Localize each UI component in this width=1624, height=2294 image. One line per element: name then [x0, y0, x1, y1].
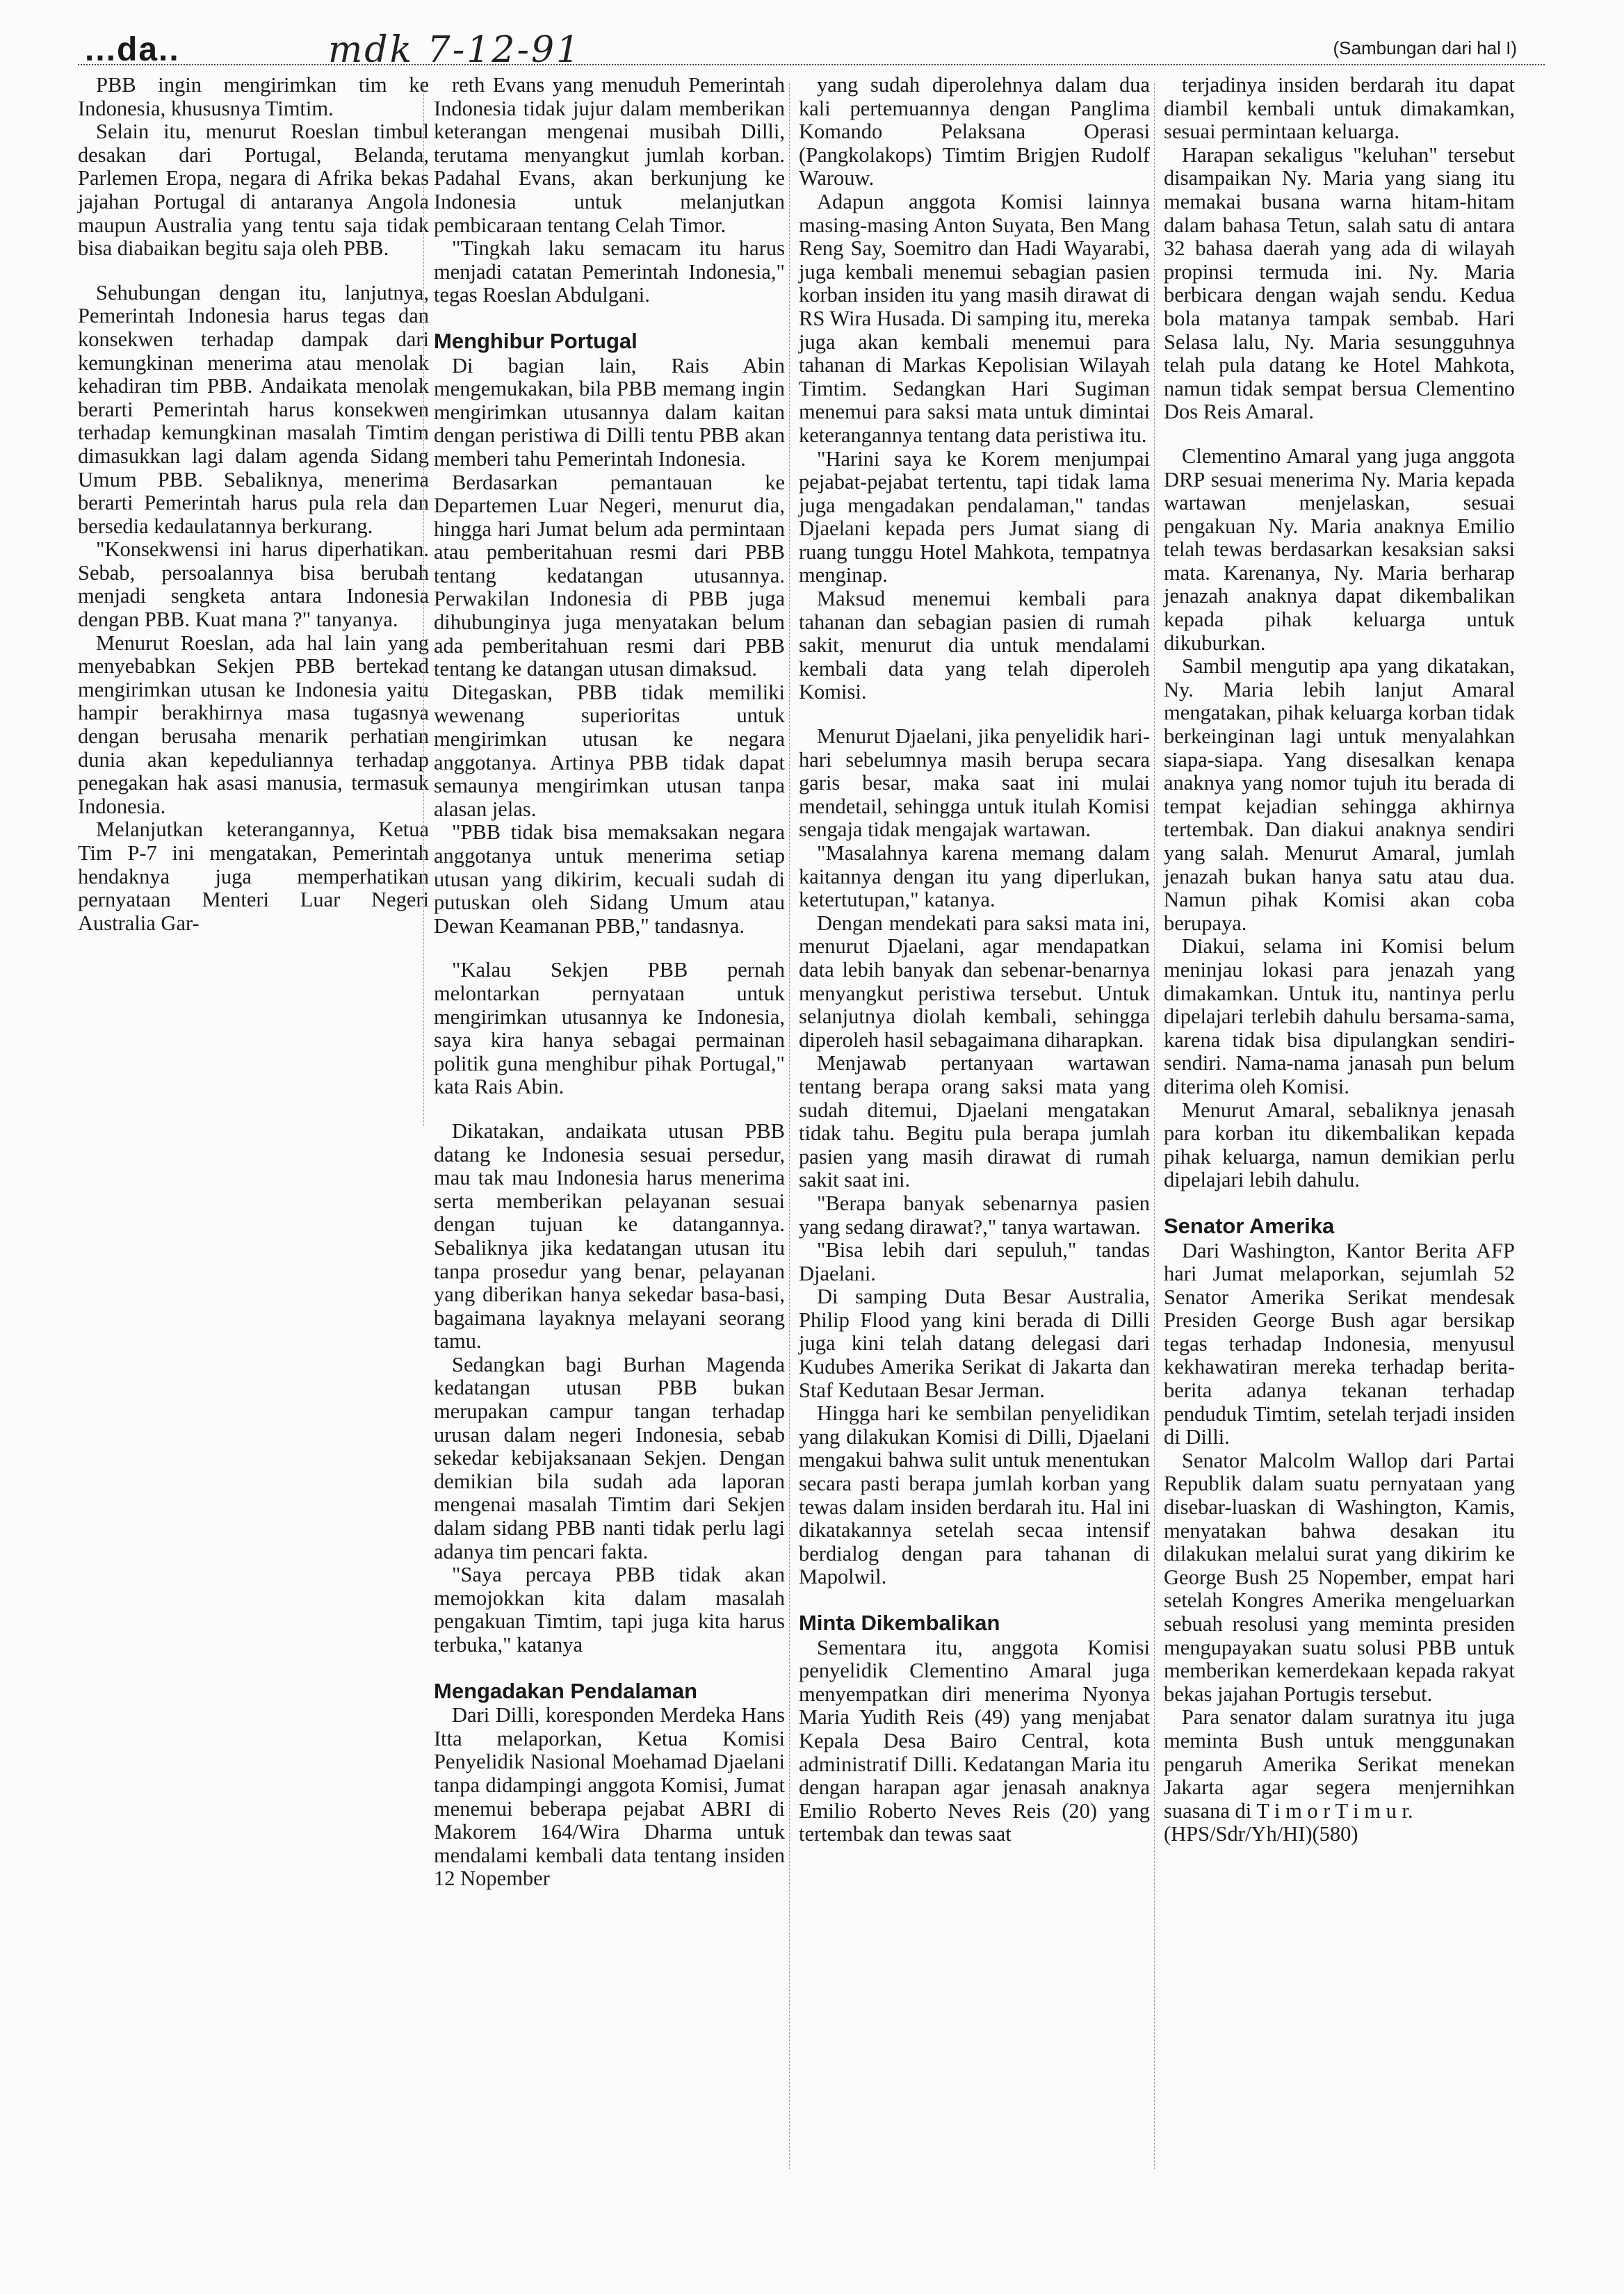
article-column-1 [78, 74, 429, 935]
article-paragraph: "Konsekwensi ini harus diperhatikan. Sebab, persoalannya bisa berubah menjadi sengketa antara Indonesia dengan PBB. Kuat mana ?" tanyanya. [78, 537, 429, 632]
article-paragraph: Sehubungan dengan itu, lanjutnya, Pemerintah Indonesia harus tegas dan konsekwen terhadap dampak dari kemungkinan menerima atau menolak kehadiran tim PBB. Andaikata menolak berarti Pemerintah harus konsekwen terhadap kemungkinan masalah Timtim dimasukkan lagi dalam agenda Sidang Umum PBB. Sebaliknya, menerima berarti Pemerintah harus pula rela dan bersedia kedaulatannya berkurang. [78, 280, 429, 538]
article-paragraph: Menjawab pertanyaan wartawan tentang berapa orang saksi mata yang sudah ditemui, Djaelani mengatakan tidak tahu. Begitu pula berapa jumlah pasien yang masih dirawat di rumah sakit saat ini. [799, 1051, 1150, 1192]
article-paragraph: Melanjutkan keterangannya, Ketua Tim P-7 ini mengatakan, Pemerintah hendaknya juga memperhatikan pernyataan Menteri Luar Negeri Australia Gar- [78, 817, 429, 935]
article-paragraph: Sambil mengutip apa yang dikatakan, Ny. Maria lebih lanjut Amaral mengatakan, pihak keluarga korban tidak berkeinginan lagi untuk menyalahkan siapa-siapa. Yang disesalkan kenapa anaknya yang nomor tujuh itu berada di tempat kejadian sehingga akhirnya tertembak. Dan diakui anaknya sendiri yang salah. Menurut Amaral, jumlah jenazah bukan hanya satu atau dua. Namun pihak Komisi akan coba berupaya. [1164, 654, 1515, 935]
article-paragraph: Para senator dalam suratnya itu juga meminta Bush untuk menggunakan pengaruh Amerika Serikat menekan Jakarta agar segera menjernihkan suasana di T i m o r T i m u r. [1164, 1705, 1515, 1823]
article-paragraph: Berdasarkan pemantauan ke Departemen Luar Negeri, menurut dia, hingga hari Jumat belum ada permintaan atau pemberitahuan resmi dari PBB tentang kedatangan utusannya. Perwakilan Indonesia di PBB juga dihubunginya juga menyatakan belum ada pemberitahuan resmi dari PBB tentang ke datangan utusan dimaksud. [434, 470, 785, 681]
article-paragraph: "Bisa lebih dari sepuluh," tandas Djaelani. [799, 1238, 1150, 1285]
article-paragraph: Clementino Amaral yang juga anggota DRP sesuai menerima Ny. Maria kepada wartawan menjelaskan, sesuai pengakuan Ny. Maria anaknya Emilio telah tewas berdasarkan kesaksian saksi mata. Karenanya, Ny. Maria berharap jenazah anaknya dapat dikembalikan kepada pihak keluarga untuk dikuburkan. [1164, 444, 1515, 655]
article-column-3 [799, 74, 1150, 1846]
article-paragraph: Menurut Roeslan, ada hal lain yang menyebabkan Sekjen PBB bertekad mengirimkan utusan ke Indonesia yaitu hampir berakhirnya masa tugasnya dengan berusaha menarik perhatian dunia akan kepeduliannya terhadap penegakan hak asasi manusia, termasuk Indonesia. [78, 631, 429, 818]
article-paragraph: yang sudah diperolehnya dalam dua kali pertemuannya dengan Panglima Komando Pelaksana Operasi (Pangkolakops) Timtim Brigjen Rudolf Warouw. [799, 73, 1150, 190]
article-paragraph: Diakui, selama ini Komisi belum meninjau lokasi para jenazah yang dimakamkan. Untuk itu, nantinya perlu dipelajari terlebih dahulu bersama-sama, karena tidak bisa dipulangkan sendiri-sendiri. Nama-nama janasah pun belum diterima oleh Komisi. [1164, 934, 1515, 1098]
article-paragraph: "Kalau Sekjen PBB pernah melontarkan pernyataan untuk mengirimkan utusannya ke Indonesia, saya kira hanya sebagai permainan politik guna menghibur pihak Portugal," kata Rais Abin. [434, 958, 785, 1099]
article-paragraph: Sedangkan bagi Burhan Magenda kedatangan utusan PBB bukan merupakan campur tangan terhadap urusan dalam negeri Indonesia, sebab sekedar kebijaksanaan Sekjen. Dengan demikian bila sudah ada laporan mengenai masalah Timtim dari Sekjen dalam sidang PBB nanti tidak perlu lagi adanya tim pencari fakta. [434, 1352, 785, 1563]
section-heading: Minta Dikembalikan [799, 1611, 1000, 1635]
article-paragraph: "PBB tidak bisa memaksakan negara anggotanya untuk menerima setiap utusan yang dikirim, kecuali sudah di putuskan oleh Sidang Umum atau Dewan Keamanan PBB," tandasnya. [434, 820, 785, 938]
article-paragraph: Ditegaskan, PBB tidak memiliki wewenang superioritas untuk mengirimkan utusan ke negara anggotanya. Artinya PBB tidak dapat semaunya mengirimkan utusan tanpa alasan jelas. [434, 680, 785, 821]
article-paragraph: "Harini saya ke Korem menjumpai pejabat-pejabat tertentu, tapi tidak lama juga mengadakan pendalaman," tandas Djaelani kepada pers Jumat siang di ruang tunggu Hotel Mahkota, tempatnya menginap. [799, 446, 1150, 587]
article-paragraph: Harapan sekaligus "keluhan" tersebut disampaikan Ny. Maria yang siang itu memakai busana warna hitam-hitam dalam bahasa Tetun, salah satu di antara 32 bahasa daerah yang ada di wilayah propinsi termuda ini. Ny. Maria berbicara dengan wajah sendu. Kedua bola matanya tampak sembab. Hari Selasa lalu, Ny. Maria sesungguhnya telah pula datang ke Hotel Mahkota, namun tidak sempat bersua Clementino Dos Reis Amaral. [1164, 143, 1515, 424]
article-paragraph: Di bagian lain, Rais Abin mengemukakan, bila PBB memang ingin mengirimkan utusannya dalam kaitan dengan peristiwa di Dilli tentu PBB akan memberi tahu Pemerintah Indonesia. [434, 353, 785, 471]
masthead: ...da.. [85, 31, 180, 68]
article-paragraph: reth Evans yang menuduh Pemerintah Indonesia tidak jujur dalam memberikan keterangan mengenai musibah Dilli, terutama menyangkut jumlah korban. Padahal Evans, akan berkunjung ke Indonesia untuk melanjutkan pembicaraan tentang Celah Timor. [434, 73, 785, 237]
article-paragraph: Hingga hari ke sembilan penyelidikan yang dilakukan Komisi di Dilli, Djaelani mengakui bahwa sulit untuk menentukan secara pasti berapa jumlah korban yang tewas dalam insiden berdarah itu. Hal ini dikatakannya setelah secaa intensif berdialog dengan para tahanan di Mapolwil. [799, 1401, 1150, 1589]
article-paragraph: PBB ingin mengirimkan tim ke Indonesia, khususnya Timtim. [78, 73, 429, 120]
article-paragraph: Selain itu, menurut Roeslan timbul desakan dari Portugal, Belanda, Parlemen Eropa, negara di Afrika bekas jajahan Portugal di antaranya Angola maupun Australia yang tentu saja tidak bisa diabaikan begitu saja oleh PBB. [78, 120, 429, 261]
article-paragraph: "Berapa banyak sebenarnya pasien yang sedang dirawat?," tanya wartawan. [799, 1191, 1150, 1239]
article-paragraph: Menurut Amaral, sebaliknya jenasah para korban itu dikembalikan kepada pihak keluarga, namun demikian perlu dipelajari lebih dahulu. [1164, 1098, 1515, 1192]
handwritten-date: mdk 7-12-91 [328, 29, 582, 71]
column-divider [1154, 83, 1155, 2169]
article-paragraph: Dari Dilli, koresponden Merdeka Hans Itta melaporkan, Ketua Komisi Penyelidik Nasional Moehamad Djaelani tanpa didampingi anggota Komisi, Jumat menemui beberapa pejabat ABRI di Makorem 164/Wira Dharma untuk mendalami kembali data tentang insiden 12 Nopember [434, 1703, 785, 1891]
section-heading: Mengadakan Pendalaman [434, 1678, 698, 1703]
article-paragraph: terjadinya insiden berdarah itu dapat diambil kembali untuk dimakamkan, sesuai permintaan keluarga. [1164, 73, 1515, 144]
article-paragraph: Adapun anggota Komisi lainnya masing-masing Anton Suyata, Ben Mang Reng Say, Soemitro dan Hadi Wayarabi, juga kembali menemui sebagian pasien korban insiden itu yang masih dirawat di RS Wira Husada. Di samping itu, mereka juga akan kembali menemui para tahanan di Markas Kepolisian Wilayah Timtim. Sedangkan Hari Sugiman menemui para saksi mata untuk dimintai keterangannya tentang data peristiwa itu. [799, 189, 1150, 447]
section-heading: Senator Amerika [1164, 1213, 1335, 1238]
article-paragraph: Maksud menemui kembali para tahanan dan sebagian pasien di rumah sakit, menurut dia untuk mendalami kembali data yang telah diperoleh Komisi. [799, 587, 1150, 704]
page-header [78, 29, 1545, 71]
article-paragraph: "Tingkah laku semacam itu harus menjadi catatan Pemerintah Indonesia," tegas Roeslan Abdulgani. [434, 236, 785, 307]
article-paragraph: Menurut Djaelani, jika penyelidik hari-hari sebelumnya masih berupa secara garis besar, maka saat ini mulai mendetail, sehingga untuk itulah Komisi sengaja tidak mengajak wartawan. [799, 724, 1150, 842]
article-column-4 [1164, 74, 1515, 1846]
article-paragraph: "Saya percaya PBB tidak akan memojokkan kita dalam masalah pengakuan Timtim, tapi juga kita harus terbuka," katanya [434, 1563, 785, 1657]
section-heading: Menghibur Portugal [434, 328, 638, 353]
article-paragraph: Senator Malcolm Wallop dari Partai Republik dalam suatu pernyataan yang disebar-luaskan di Washington, Kamis, menyatakan bahwa desakan itu dilakukan melalui surat yang dikirim ke George Bush 25 Nopember, empat hari setelah Kongres Amerika mengeluarkan sebuah resolusi yang meminta presiden mengupayakan suatu solusi PBB untuk memberikan kemerdekaan kepada rakyat bekas jajahan Portugis tersebut. [1164, 1448, 1515, 1706]
article-column-2 [434, 74, 785, 1891]
continued-from-note: (Sambungan dari hal I) [1333, 38, 1517, 58]
column-divider [423, 83, 424, 1126]
article-paragraph: "Masalahnya karena memang dalam kaitannya dengan itu yang diperlukan, ketertutupan," katanya. [799, 841, 1150, 912]
article-paragraph: Dikatakan, andaikata utusan PBB datang ke Indonesia sesuai persedur, mau tak mau Indonesia harus menerima serta memberikan pelayanan sesuai dengan tujuan ke datangannya. Sebaliknya jika kedatangan utusan itu tanpa prosedur yang benar, pelayanan yang diberikan hanya sekedar basa-basi, bagaimana layaknya melayani seorang tamu. [434, 1118, 785, 1353]
article-paragraph: Dengan mendekati para saksi mata ini, menurut Djaelani, agar mendapatkan data lebih banyak dan sebenar-benarnya menyangkut peristiwa tersebut. Untuk selanjutnya diolah kembali, sehingga diperoleh hasil sebagaimana diharapkan. [799, 911, 1150, 1052]
column-divider [789, 83, 790, 2169]
author-initials: (HPS/Sdr/Yh/HI)(580) [1164, 1822, 1358, 1846]
article-paragraph: Di samping Duta Besar Australia, Philip Flood yang kini berada di Dilli juga kini telah datang delegasi dari Kudubes Amerika Serikat di Jakarta dan Staf Kedutaan Besar Jerman. [799, 1285, 1150, 1402]
article-paragraph: Dari Washington, Kantor Berita AFP hari Jumat melaporkan, sejumlah 52 Senator Amerika Serikat mendesak Presiden George Bush agar bersikap tegas terhadap Indonesia, menyusul kekhawatiran mereka terhadap berita-berita adanya tekanan terhadap penduduk Timtim, setelah terjadi insiden di Dilli. [1164, 1238, 1515, 1449]
article-paragraph: Sementara itu, anggota Komisi penyelidik Clementino Amaral juga menyempatkan diri menerima Nyonya Maria Yudith Reis (49) yang menjabat Kepala Desa Bairo Central, kota administratif Dilli. Kedatangan Maria itu dengan harapan agar jenasah anaknya Emilio Roberto Neves Reis (20) yang tertembak dan tewas saat [799, 1635, 1150, 1846]
